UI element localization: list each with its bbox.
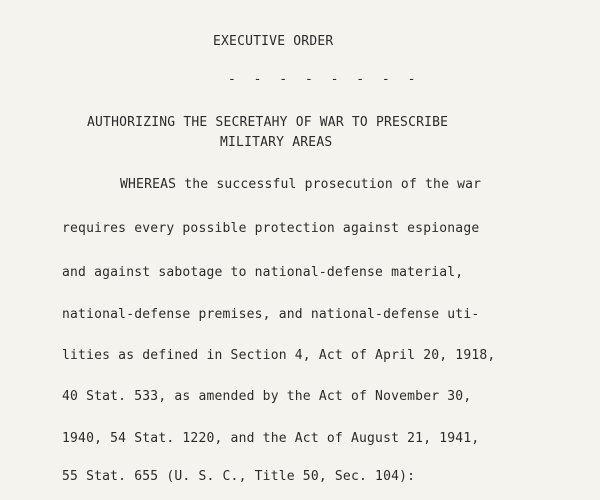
title-separator: - - - - - - - - — [228, 72, 421, 87]
body-line-7: 1940, 54 Stat. 1220, and the Act of August 21, 1941, — [62, 431, 480, 446]
body-line-2: requires every possible protection against espionage — [62, 221, 480, 236]
body-line-6: 40 Stat. 533, as amended by the Act of November 30, — [62, 389, 472, 404]
body-line-3: and against sabotage to national-defense material, — [62, 265, 464, 280]
body-line-4: national-defense premises, and national-defense uti- — [62, 307, 480, 322]
body-line-1: WHEREAS the successful prosecution of the war — [120, 177, 482, 192]
order-title: EXECUTIVE ORDER — [213, 34, 334, 49]
order-heading-line-1: AUTHORIZING THE SECRETAHY OF WAR TO PRESCRIBE — [87, 115, 449, 130]
order-heading-line-2: MILITARY AREAS — [220, 135, 333, 150]
body-line-8: 55 Stat. 655 (U. S. C., Title 50, Sec. 104): — [62, 469, 416, 484]
body-line-5: lities as defined in Section 4, Act of April 20, 1918, — [62, 348, 496, 363]
